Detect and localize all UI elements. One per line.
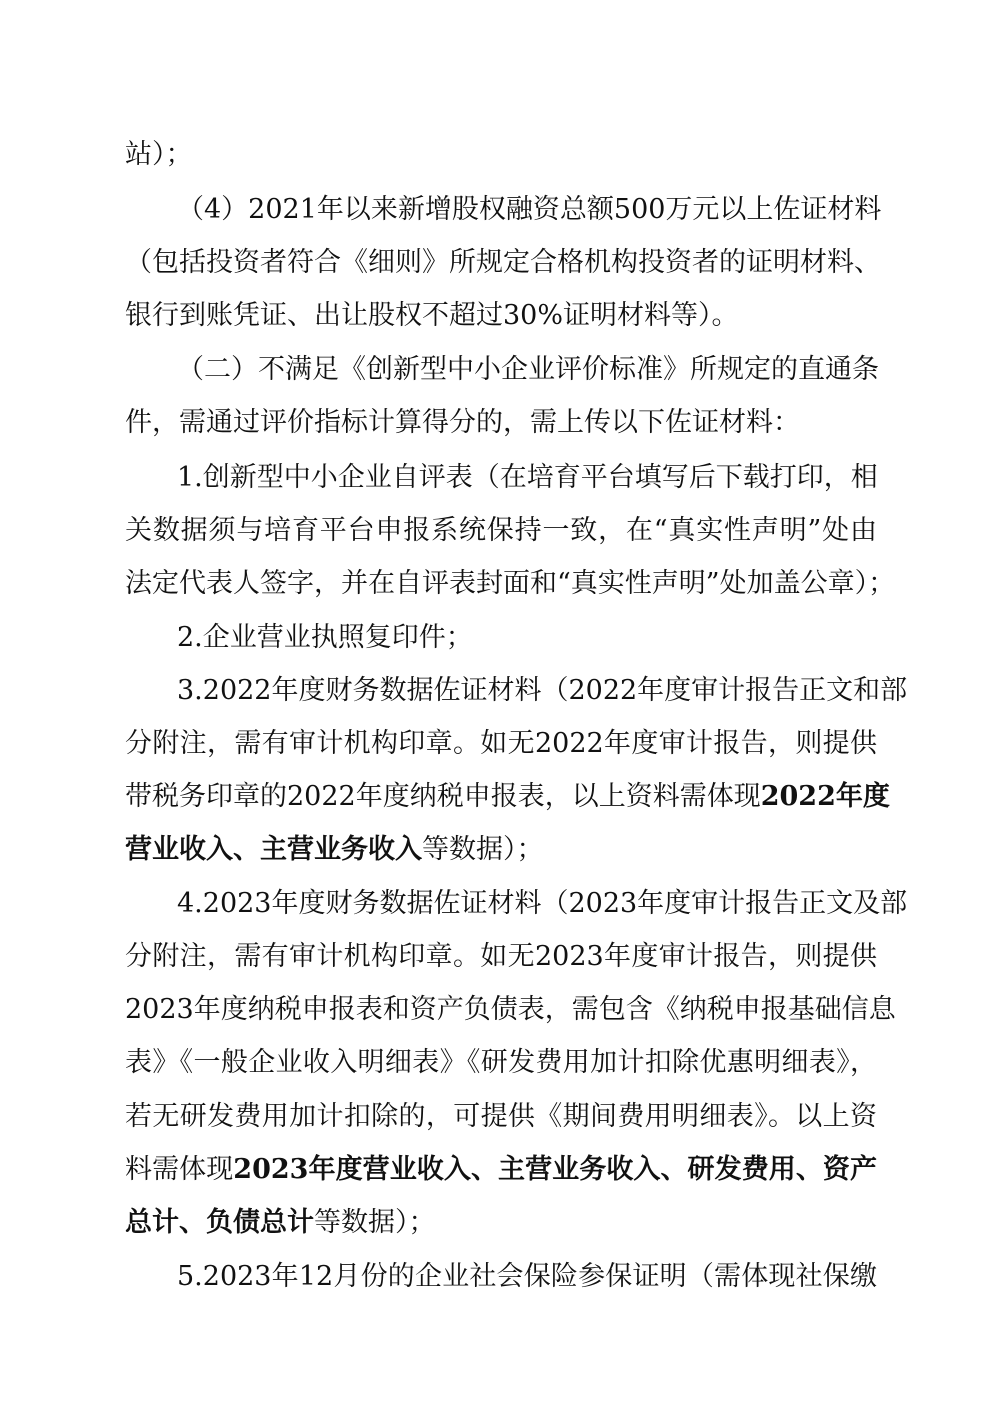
text-line-13-regular: 带税务印章的2022年度纳税申报表，以上资料需体现 [125,781,761,812]
text-line-9: 法定代表人签字，并在自评表封面和“真实性声明”处加盖公章）； [125,568,896,599]
text-line-16: 分附注，需有审计机构印章。如无2023年度审计报告，则提供 [125,941,877,972]
text-line-20 [125,1150,877,1190]
text-line-14 [125,830,544,870]
text-line-5: （二）不满足《创新型中小企业评价标准》所规定的直通条 [177,354,879,385]
text-line-1: 站）； [125,139,193,170]
text-line-12: 分附注，需有审计机构印章。如无2022年度审计报告，则提供 [125,728,877,759]
text-line-20-bold: 2023年度营业收入、主营业务收入、研发费用、资产 [233,1154,877,1185]
text-line-7: 1.创新型中小企业自评表（在培育平台填写后下载打印，相 [177,462,878,493]
text-line-21-regular: 等数据）； [314,1207,436,1238]
text-line-14-regular: 等数据）； [422,834,544,865]
text-line-8: 关数据须与培育平台申报系统保持一致，在“真实性声明”处由 [125,515,877,546]
text-line-14-bold: 营业收入、主营业务收入 [125,834,422,865]
text-line-3: （包括投资者符合《细则》所规定合格机构投资者的证明材料、 [125,247,881,278]
text-line-11: 3.2022年度财务数据佐证材料（2022年度审计报告正文和部 [177,675,908,706]
text-line-18: 表》《一般企业收入明细表》《研发费用加计扣除优惠明细表》， [125,1047,877,1078]
text-line-2: （4）2021年以来新增股权融资总额500万元以上佐证材料 [177,194,882,225]
text-line-17: 2023年度纳税申报表和资产负债表，需包含《纳税申报基础信息 [125,994,896,1025]
text-line-13-bold: 2022年度 [760,781,890,812]
text-line-21-bold: 总计、负债总计 [125,1207,314,1238]
text-line-20-regular: 料需体现 [125,1154,234,1185]
text-line-15: 4.2023年度财务数据佐证材料（2023年度审计报告正文及部 [177,888,908,919]
text-line-19: 若无研发费用加计扣除的，可提供《期间费用明细表》。以上资 [125,1101,877,1132]
text-line-22: 5.2023年12月份的企业社会保险参保证明（需体现社保缴 [177,1261,877,1292]
text-line-21 [125,1203,436,1243]
text-line-13 [125,777,890,817]
text-line-10: 2.企业营业执照复印件； [177,622,473,653]
text-line-6: 件，需通过评价指标计算得分的，需上传以下佐证材料： [125,407,800,438]
text-line-4: 银行到账凭证、出让股权不超过30%证明材料等）。 [125,300,739,331]
